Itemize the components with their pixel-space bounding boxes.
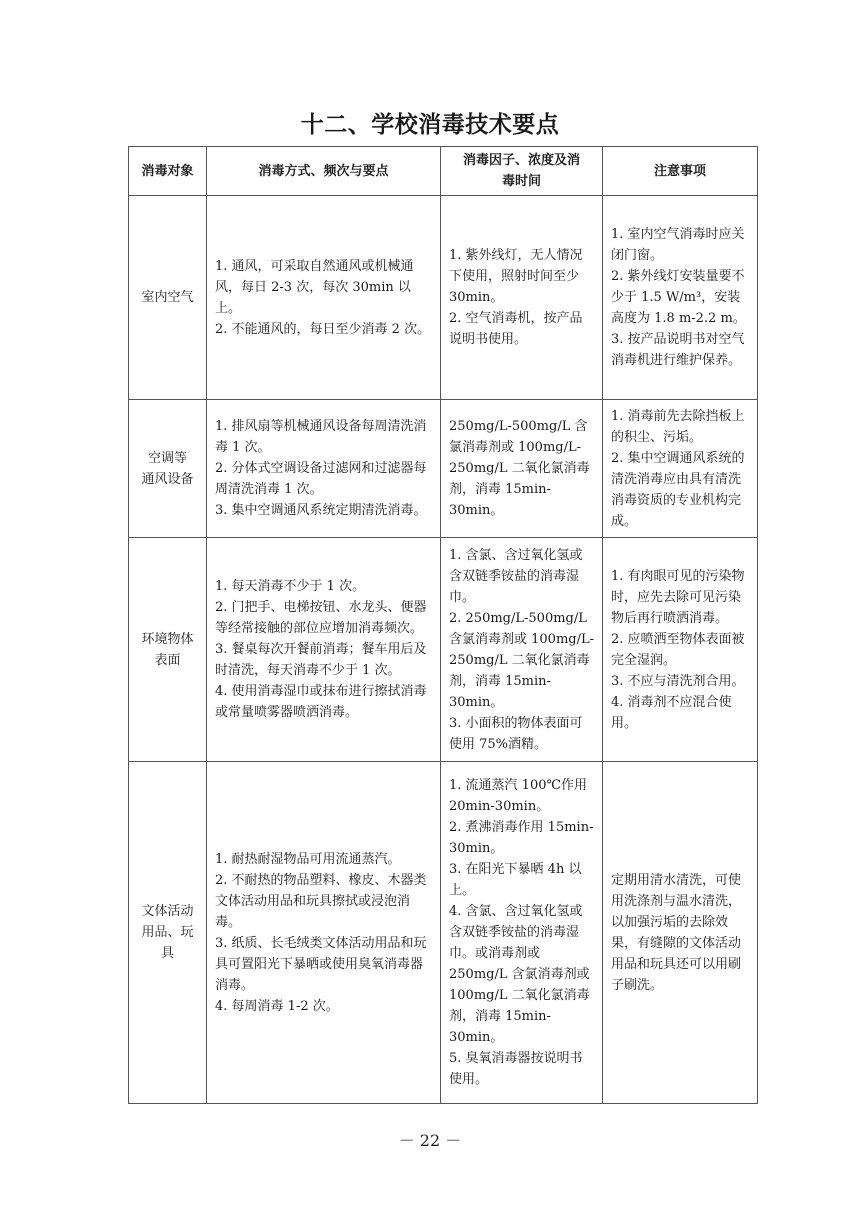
cell-line: 3. 集中空调通风系统定期清洗消毒。: [215, 503, 427, 518]
cell-notes: [603, 400, 758, 538]
cell-factor: [441, 400, 603, 538]
cell-line: 2. 不能通风的，每日至少消毒 2 次。: [215, 321, 431, 337]
cell-method: [207, 762, 441, 1104]
cell-line: 2. 应喷洒至物体表面被完全湿润。: [611, 631, 745, 668]
cell-line: 1. 通风，可采取自然通风或机械通风，每日 2-3 次，每次 30min 以上。: [215, 258, 414, 316]
cell-line: 1. 流通蒸汽 100℃作用 20min-30min。: [449, 778, 588, 814]
cell-method: [207, 196, 441, 400]
cell-line: 3. 按产品说明书对空气消毒机进行维护保养。: [611, 332, 745, 368]
cell-line: 文体活动: [141, 904, 194, 919]
header-factor: [441, 147, 603, 196]
header-method: 消毒方式、频次与要点: [207, 147, 441, 196]
header-object: 消毒对象: [129, 147, 207, 196]
cell-notes: [603, 196, 758, 400]
cell-line: 4. 使用消毒湿巾或抹布进行擦拭消毒或常量喷雾器喷洒消毒。: [215, 684, 427, 720]
cell-line: 2. 分体式空调设备过滤网和过滤器每周清洗消毒 1 次。: [215, 461, 427, 497]
cell-line: 2. 集中空调通风系统的清洗消毒应由具有清洗消毒资质的专业机构完成。: [611, 450, 745, 529]
cell-line: 1. 每天消毒不少于 1 次。: [215, 579, 366, 594]
table-row: [129, 400, 758, 538]
table-row: [129, 196, 758, 400]
cell-line: 具: [160, 946, 174, 961]
cell-line: 1. 耐热耐湿物品可用流通蒸汽。: [215, 851, 401, 867]
header-notes: 注意事项: [603, 147, 758, 196]
cell-line: 2. 煮沸消毒作用 15min-30min。: [449, 820, 594, 856]
cell-method: [207, 538, 441, 762]
page-number: － 22 －: [398, 1131, 462, 1150]
cell-line: 3. 不应与清洗剂合用。: [611, 673, 745, 689]
cell-object: [129, 762, 207, 1104]
cell-line: 2. 空气消毒机，按产品说明书使用。: [449, 311, 583, 347]
cell-line: 4. 消毒剂不应混合使用。: [611, 694, 732, 731]
page-title: 十二、学校消毒技术要点: [300, 112, 560, 138]
cell-line: 3. 餐桌每次开餐前消毒；餐车用后及时清洗，每天消毒不少于 1 次。: [215, 642, 427, 678]
cell-line: 4. 每周消毒 1-2 次。: [215, 998, 339, 1014]
cell-factor: [441, 538, 603, 762]
header-factor-text: 消毒因子、浓度及消毒时间: [463, 153, 581, 189]
cell-line: 用品、玩: [141, 925, 194, 940]
cell-object: [129, 400, 207, 538]
cell-factor: [441, 762, 603, 1104]
cell-line: 1. 排风扇等机械通风设备每周清洗消毒 1 次。: [215, 419, 427, 455]
header-row: [129, 147, 758, 196]
cell-line: 2. 250mg/L-500mg/L 含氯消毒剂或 100mg/L-250mg/L 二氧化氯消毒剂，消毒 15min-30min。: [449, 610, 594, 710]
table-row: [129, 762, 758, 1104]
cell-line: 1. 有肉眼可见的污染物时，应先去除可见污染物后再行喷洒消毒。: [611, 568, 745, 626]
cell-line: 定期用清水清洗，可使用洗涤剂与温水清洗，以加强污垢的去除效果，有缝隙的文体活动用品和玩具还可以用刷子刷洗。: [611, 872, 742, 993]
cell-line: 5. 臭氧消毒器按说明书使用。: [449, 1051, 583, 1087]
cell-object: [129, 538, 207, 762]
cell-line: 4. 含氯、含过氧化氢或含双链季铵盐的消毒湿巾。或消毒剂或 250mg/L 含氯消毒剂或 100mg/L 二氧化氯消毒剂，消毒 15min-30min。: [449, 904, 590, 1045]
cell-line: 2. 不耐热的物品塑料、橡皮、木器类文体活动用品和玩具擦拭或浸泡消毒。: [215, 872, 427, 930]
cell-line: 1. 室内空气消毒时应关闭门窗。: [611, 227, 745, 263]
cell-line: 室内空气: [141, 290, 194, 305]
cell-notes: [603, 538, 758, 762]
cell-object: [129, 196, 207, 400]
table-row: [129, 538, 758, 762]
cell-line: 1. 含氯、含过氧化氢或含双链季铵盐的消毒湿巾。: [449, 547, 583, 605]
cell-line: 1. 消毒前先去除挡板上的积尘、污垢。: [611, 408, 745, 445]
cell-line: 通风设备: [141, 471, 194, 487]
disinfection-table: [128, 146, 758, 1104]
cell-line: 环境物体: [141, 631, 194, 647]
cell-line: 表面: [154, 652, 181, 668]
cell-line: 2. 紫外线灯安装量要不少于 1.5 W/m³，安装高度为 1.8 m-2.2 m。: [611, 269, 746, 326]
cell-line: 空调等: [147, 450, 187, 466]
cell-line: 3. 在阳光下暴晒 4h 以上。: [449, 862, 582, 898]
cell-method: [207, 400, 441, 538]
cell-line: 250mg/L-500mg/L 含氯消毒剂或 100mg/L-250mg/L 二氧化氯消毒剂，消毒 15min-30min。: [449, 419, 590, 518]
cell-notes: [603, 762, 758, 1104]
cell-factor: [441, 196, 603, 400]
cell-line: 3. 小面积的物体表面可使用 75%酒精。: [449, 715, 583, 752]
cell-line: 1. 紫外线灯，无人情况下使用，照射时间至少 30min。: [449, 248, 583, 305]
cell-line: 2. 门把手、电梯按钮、水龙头、便器等经常接触的部位应增加消毒频次。: [215, 600, 427, 636]
cell-line: 3. 纸质、长毛绒类文体活动用品和玩具可置阳光下暴晒或使用臭氧消毒器消毒。: [215, 935, 427, 993]
